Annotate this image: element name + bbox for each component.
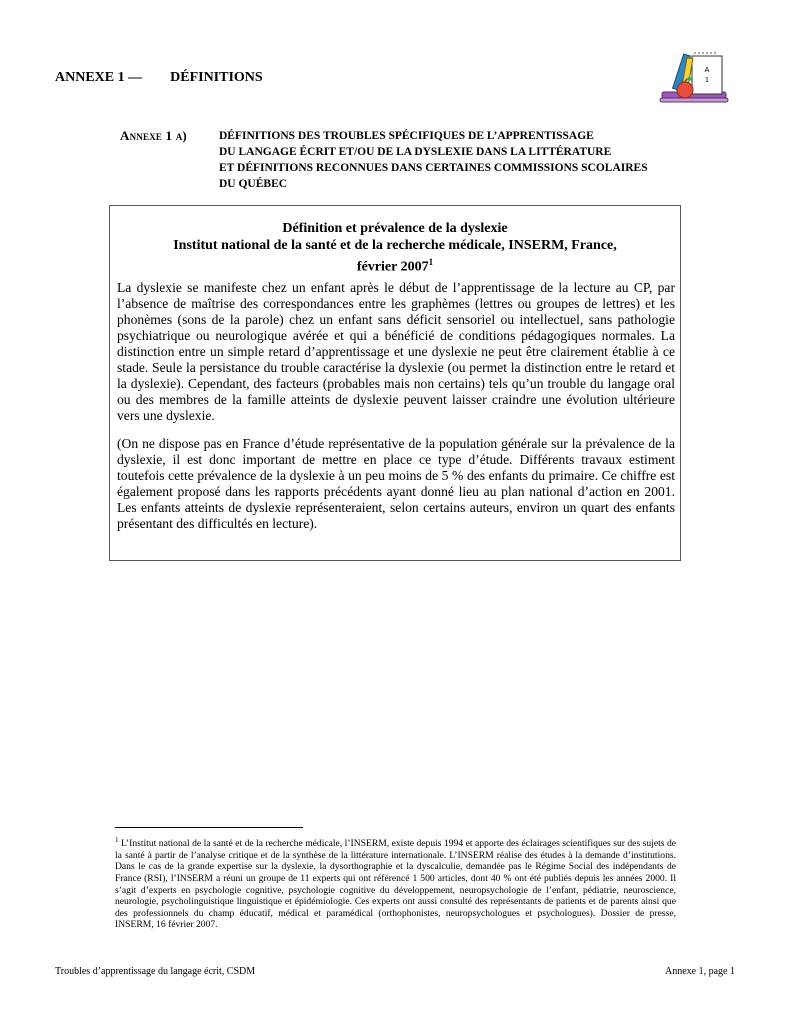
footer-document-title: Troubles d’apprentissage du langage écrit, CSDM (55, 966, 256, 977)
section-title (219, 128, 689, 192)
footnote-text: L’Institut national de la santé et de la recherche médicale, l’INSERM, existe depuis 1994 et apporte des éclairages scientifiques sur des sujets de la santé à partir de l’analyse critique et de la synthèse de la littérature internationale. L’INSERM réalise des études à la demande d’institutions. Dans le cas de la grande expertise sur la dyslexie, la dysorthographie et la dyscalculie, demandée pas le Régime Social des indépendants de France (RSI), l’INSERM a réuni un groupe de 11 experts qui ont référencé 1 500 articles, dont 40 % ont été publiés depuis les années 2000. Il s’agit d’experts en psychologie cognitive, psychologie cognitive du développement, neuropsychologie de l’enfant, pédiatrie, neuroscience, neurologie, psycholinguistique linguistique et épidémiologie. Ces experts ont aussi consulté des représentants de patients et de parents ainsi que des professionnels du champ éducatif, médical et paramédical (orthophonistes, neuropsychologues et psychologues). Dossier de presse, INSERM, 16 février 2007. (115, 838, 676, 931)
definition-heading-line-2: Institut national de la santé et de la recherche médicale, INSERM, France, (173, 238, 617, 253)
footnote-separator (115, 827, 303, 828)
footnote-marker: 1 (115, 836, 119, 844)
definition-date: février 2007 (356, 259, 429, 275)
annexe-number: ANNEXE 1 — (55, 70, 143, 85)
definition-heading-line-1: Définition et prévalence de la dyslexie (282, 221, 508, 236)
section-label: Annexe 1 a) (120, 128, 187, 143)
definition-heading (110, 220, 680, 276)
logo-letter-a: A (704, 67, 710, 74)
section-title-line-4: DU QUÉBEC (219, 178, 288, 190)
book-apple-icon (658, 48, 730, 106)
definition-heading-line-3 (110, 254, 680, 276)
footnote-ref[interactable]: 1 (428, 257, 434, 267)
definition-body (117, 280, 675, 544)
book-apple-logo (658, 48, 730, 106)
definition-paragraph-1: La dyslexie se manifeste chez un enfant après le début de l’apprentissage de la lecture au CP, par l’absence de maîtrise des correspondances entre les graphèmes (lettres ou groupes de lettres) et les phonèmes (sons de la parole) chez un enfant sans déficit sensoriel ou intellectuel, sans pathologie psychiatrique ou neurologique avérée et qui a bénéficié de conditions pédagogiques normales. La distinction entre un simple retard d’apprentissage et une dyslexie ne peut être clairement établie à ce stade. Seule la persistance du trouble caractérise la dyslexie (ou permet la distinction entre le retard et la dyslexie). Cependant, des facteurs (probables mais non certains) tels qu’un trouble du langage oral ou des membres de la famille atteints de dyslexie peuvent laisser craindre une évolution ultérieure vers une dyslexie. (117, 280, 675, 423)
definition-paragraph-2: (On ne dispose pas en France d’étude représentative de la population générale sur la prévalence de la dyslexie, il est donc important de mettre en place ce type d’étude. Différents travaux estiment toutefois cette prévalence de la dyslexie à un peu moins de 5 % des enfants du primaire. Ce chiffre est également proposé dans les rapports précédents ayant donné lieu au plan national d’action en 2001. Les enfants atteints de dyslexie représenteraient, selon certains auteurs, environ un quart des enfants présentant des difficultés en lecture). (117, 436, 675, 531)
definition-box (109, 205, 681, 561)
section-title-line-3: ET DÉFINITIONS RECONNUES DANS CERTAINES COMMISSIONS SCOLAIRES (219, 162, 648, 174)
annexe-heading: DÉFINITIONS (170, 70, 263, 85)
section-title-line-1: DÉFINITIONS DES TROUBLES SPÉCIFIQUES DE L’APPRENTISSAGE (219, 130, 594, 142)
footer-page-number: Annexe 1, page 1 (665, 966, 735, 977)
section-title-line-2: DU LANGAGE ÉCRIT ET/OU DE LA DYSLEXIE DANS LA LITTÉRATURE (219, 146, 612, 158)
logo-digit-1: 1 (705, 77, 709, 84)
footnote (115, 835, 676, 931)
annexe-title (55, 70, 263, 86)
